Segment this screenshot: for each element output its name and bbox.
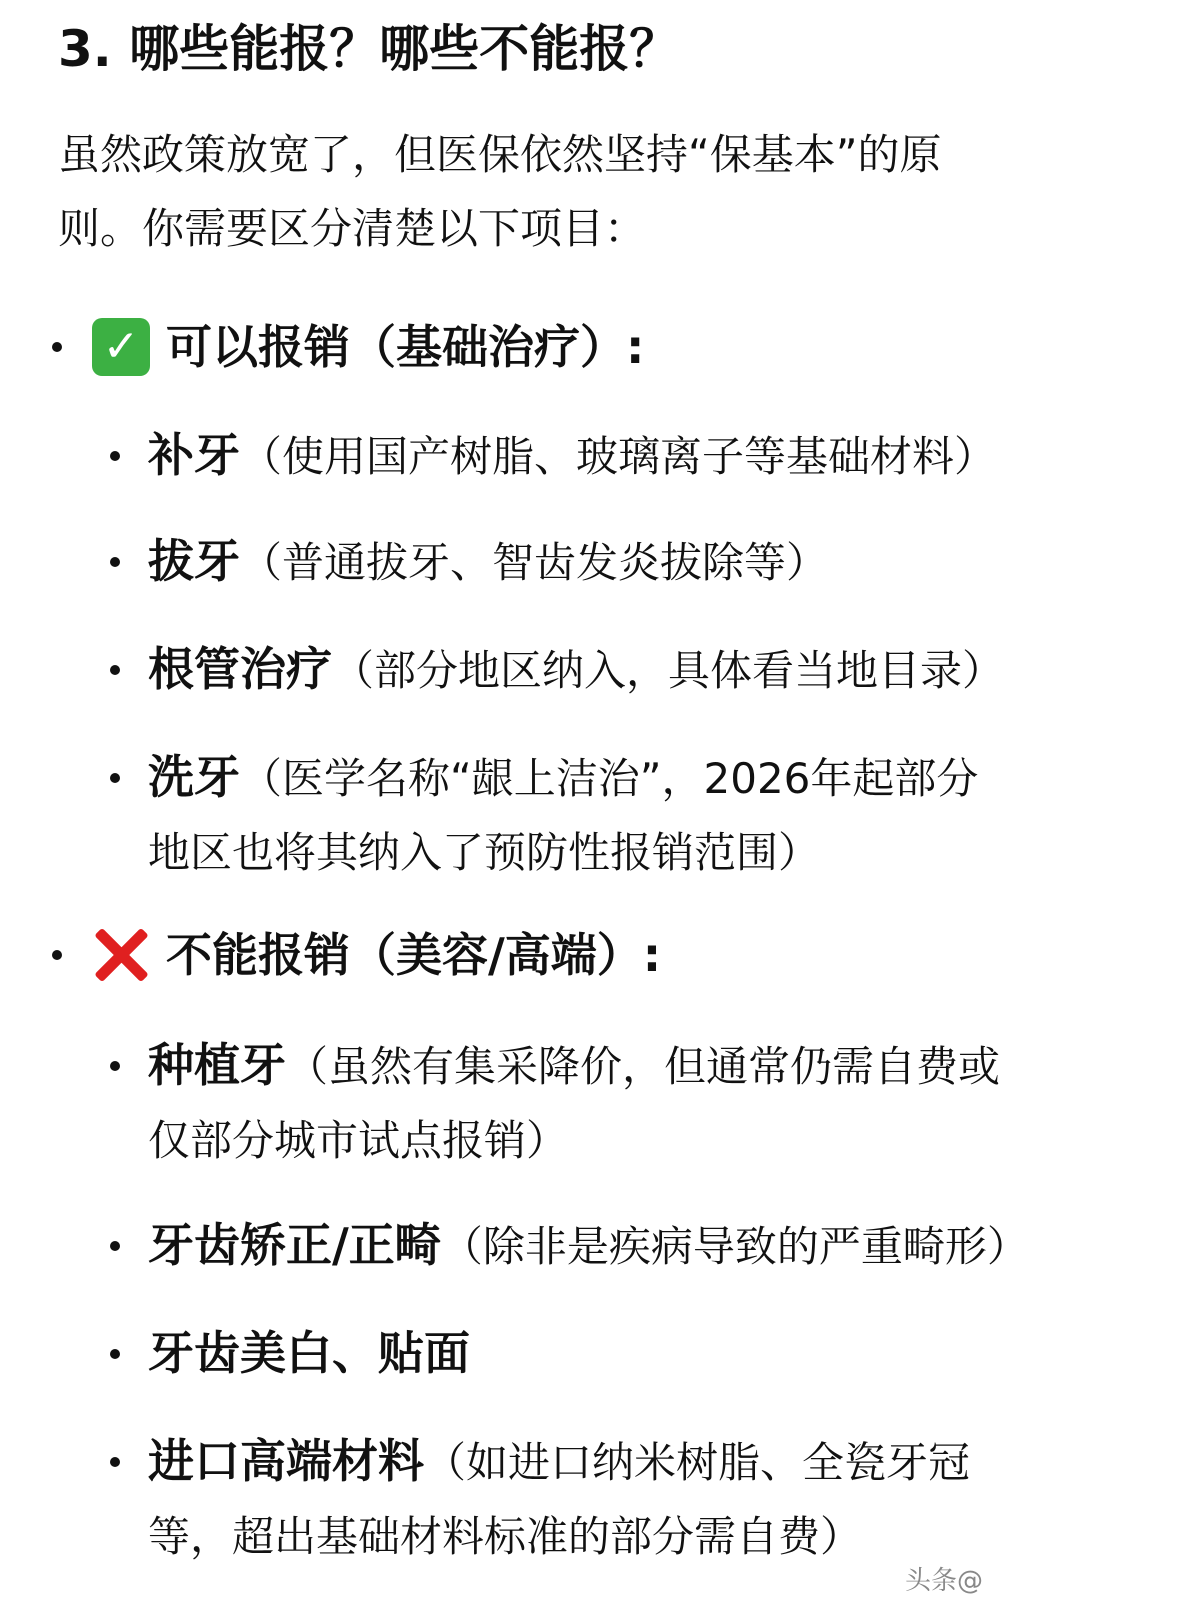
list-item-line — [110, 418, 1110, 494]
list-item — [110, 632, 1110, 708]
list-item — [110, 524, 1110, 600]
item-desc: 等，超出基础材料标准的部分需自费） — [148, 1512, 863, 1561]
item-desc: （部分地区纳入，具体看当地目录） — [332, 646, 1005, 695]
bullet-dot — [52, 342, 62, 352]
list-item-line — [110, 816, 1110, 890]
cross-icon — [92, 926, 150, 984]
item-term: 拔牙 — [148, 534, 240, 588]
item-desc: 仅部分城市试点报销） — [148, 1116, 569, 1165]
check-icon: ✓ — [92, 318, 150, 376]
intro-line: 则。你需要区分清楚以下项目： — [58, 204, 647, 253]
bullet-dot — [52, 950, 62, 960]
item-desc: （普通拔牙、智齿发炎拔除等） — [240, 538, 829, 587]
item-term: 补牙 — [148, 428, 240, 482]
item-desc: （医学名称“龈上洁治”，2026年起部分 — [240, 754, 979, 803]
item-term: 根管治疗 — [148, 642, 332, 696]
list-item — [110, 740, 1110, 890]
list-item — [110, 1208, 1110, 1284]
intro-line: 虽然政策放宽了，但医保依然坚持“保基本”的原 — [58, 130, 942, 179]
section-heading: 3. 哪些能报？哪些不能报？ — [58, 20, 680, 78]
item-desc: （如进口纳米树脂、全瓷牙冠 — [424, 1438, 971, 1487]
item-desc: （使用国产树脂、玻璃离子等基础材料） — [240, 432, 997, 481]
list-item-line — [110, 740, 1110, 816]
can-reimburse-title: 可以报销（基础治疗）: — [166, 320, 645, 374]
list-item — [110, 1424, 1110, 1574]
item-desc: （虽然有集采降价，但通常仍需自费或 — [286, 1042, 1001, 1091]
item-desc: （除非是疾病导致的严重畸形） — [440, 1222, 1029, 1271]
watermark: 头条@ — [905, 1566, 984, 1596]
item-term: 牙齿矫正/正畸 — [148, 1218, 441, 1272]
list-item — [110, 1028, 1110, 1178]
item-term: 进口高端材料 — [148, 1434, 424, 1488]
item-term: 种植牙 — [148, 1038, 286, 1092]
item-desc: 地区也将其纳入了预防性报销范围） — [148, 828, 821, 877]
list-item-line — [110, 1208, 1110, 1284]
item-term: 牙齿美白、贴面 — [148, 1326, 470, 1380]
list-item-line — [110, 1424, 1110, 1500]
cannot-reimburse-title: 不能报销（美容/高端）: — [166, 928, 662, 982]
list-item-line — [110, 632, 1110, 708]
cannot-reimburse-heading — [52, 922, 661, 988]
intro-paragraph — [58, 118, 1138, 266]
can-reimburse-heading — [52, 314, 644, 380]
list-item-line — [110, 1316, 1110, 1392]
list-item — [110, 418, 1110, 494]
list-item — [110, 1316, 1110, 1392]
item-term: 洗牙 — [148, 750, 240, 804]
list-item-line — [110, 524, 1110, 600]
list-item-line — [110, 1104, 1110, 1178]
list-item-line — [110, 1028, 1110, 1104]
